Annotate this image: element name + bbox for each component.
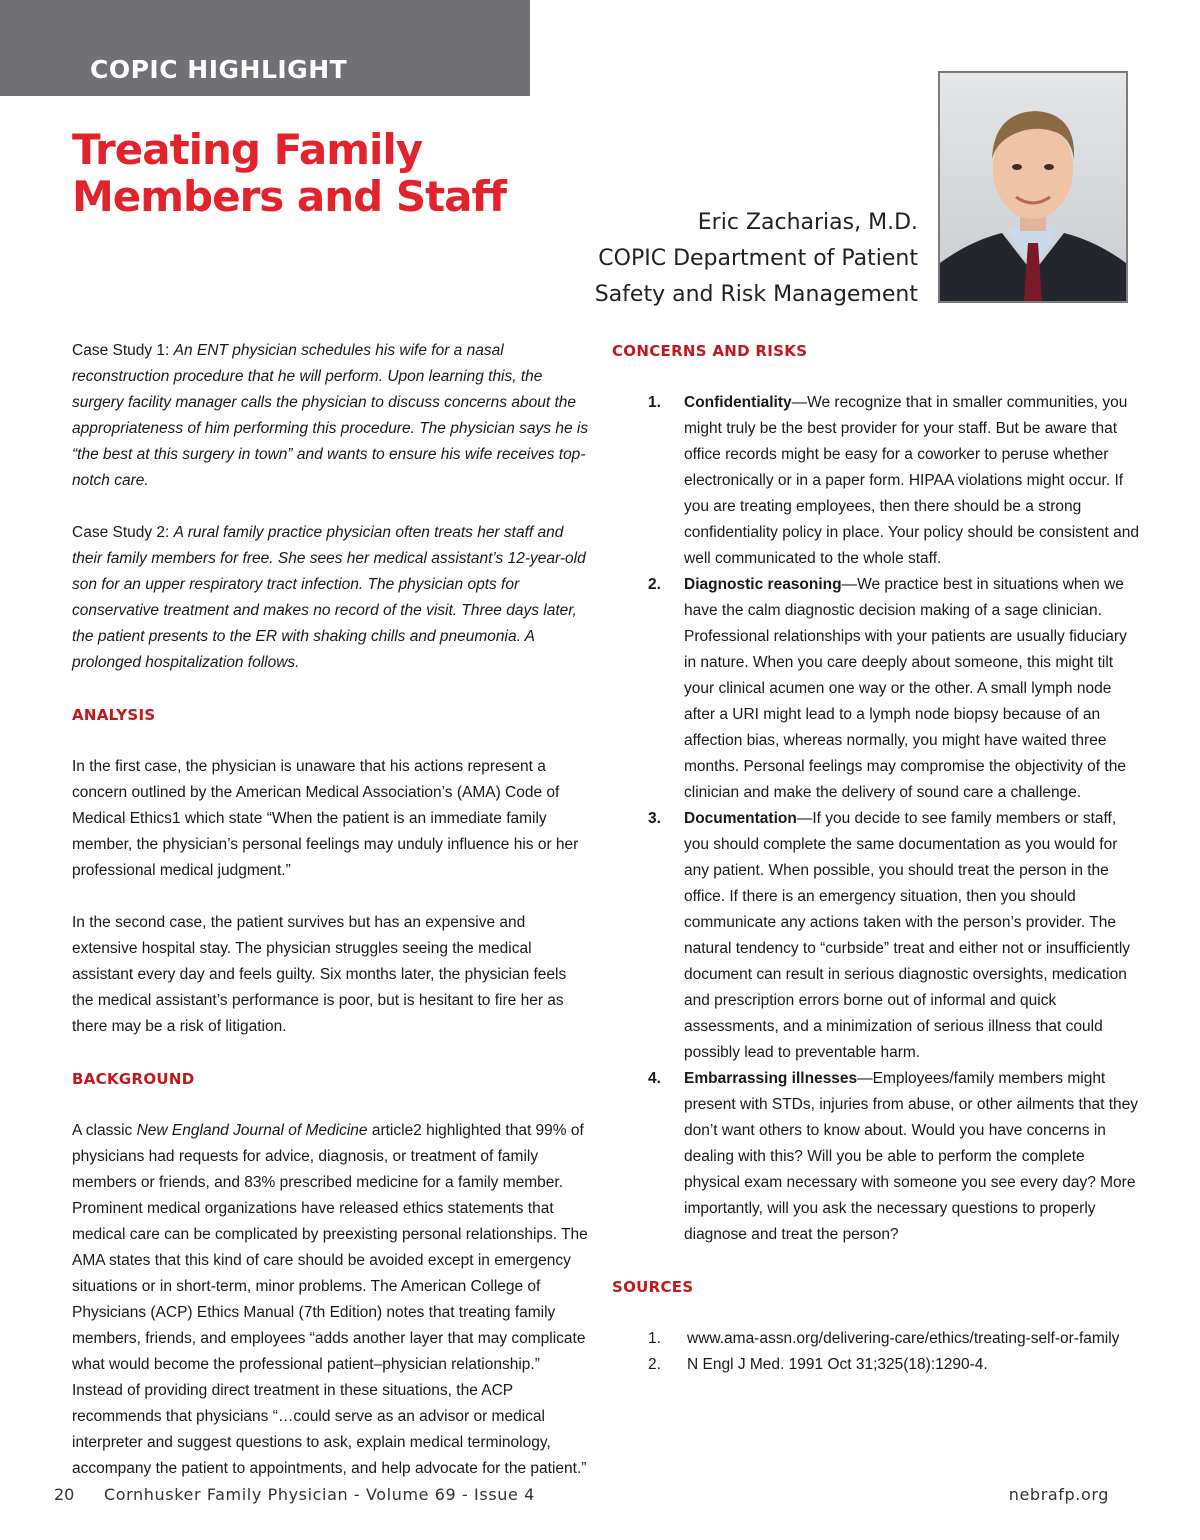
author-dept-line-2: Safety and Risk Management: [594, 282, 918, 307]
item-text: —If you decide to see family members or staff, you should complete the same documentation as you would for any patient. When possible, you should treat the person in the office. If there is an emergency situation, then you should communicate any actions taken with the person’s provider. The natural tendency to “curbside” treat and either not or insufficiently document can result in serious diagnostic oversights, medication and prescription errors borne out of informal and quick assessments, and a minimization of serious illness that could possibly lead to preventable harm.: [684, 810, 1131, 1061]
background-paragraph: [72, 1118, 592, 1482]
case-study-2-text: A rural family practice physician often treats her staff and their family members for free. She sees her medical assistant’s 12-year-old son for an upper respiratory tract infection. The physician opts for conservative treatment and makes no record of the visit. Three days later, the patient presents to the ER with shaking chills and pneumonia. A prolonged hospitalization follows.: [72, 524, 586, 671]
publication-name: Cornhusker Family Physician - Volume 69 - Issue 4: [104, 1485, 535, 1504]
article-title: [72, 126, 506, 220]
title-line-2: Members and Staff: [72, 172, 507, 221]
source-number: 2.: [648, 1356, 661, 1373]
concerns-list: [612, 390, 1142, 1248]
source-url[interactable]: www.ama-assn.org/delivering-care/ethics/treating-self-or-family: [687, 1330, 1120, 1347]
case-study-2-label: Case Study 2:: [72, 524, 174, 541]
portrait-illustration: [940, 73, 1126, 301]
analysis-heading: ANALYSIS: [72, 706, 156, 724]
right-column: [612, 338, 1142, 1378]
sources-list: [612, 1326, 1142, 1378]
background-intro: A classic: [72, 1122, 137, 1139]
list-item: [612, 1066, 1142, 1248]
section-banner: [0, 0, 530, 96]
left-column: [72, 338, 592, 1508]
item-number: 2.: [648, 576, 661, 593]
background-text: article2 highlighted that 99% of physicians had requests for advice, diagnosis, or treatment of family members or friends, and 83% prescribed medicine for a family member. Prominent medical organizations have released ethics statements that medical care can be complicated by preexisting personal relationships. The AMA states that this kind of care should be avoided except in emergency situations or in short-term, minor problems. The American College of Physicians (ACP) Ethics Manual (7th Edition) notes that treating family members, friends, and employees “adds another layer that may complicate what would become the professional patient–physician relationship.” Instead of providing direct treatment in these situations, the ACP recommends that physicians “…could serve as an advisor or medical interpreter and suggest questions to ask, explain medical terminology, accompany the patient to appointments, and help advocate for the patient.”: [72, 1122, 588, 1477]
background-heading: BACKGROUND: [72, 1070, 195, 1088]
banner-label: COPIC HIGHLIGHT: [90, 55, 348, 84]
source-citation: N Engl J Med. 1991 Oct 31;325(18):1290-4.: [687, 1356, 988, 1373]
item-term: Diagnostic reasoning: [684, 576, 842, 593]
item-term: Embarrassing illnesses: [684, 1070, 858, 1087]
title-line-1: Treating Family: [72, 125, 423, 174]
list-item: [612, 806, 1142, 1066]
author-photo: [938, 71, 1128, 303]
case-study-1-text: An ENT physician schedules his wife for a nasal reconstruction procedure that he will perform. Upon learning this, the surgery facility manager calls the physician to discuss concerns about the appropriateness of him performing this procedure. The physician says he is “the best at this surgery in town” and wants to ensure his wife receives top-notch care.: [72, 342, 589, 489]
author-block: [595, 205, 918, 313]
source-item: [612, 1352, 1142, 1378]
concerns-heading: CONCERNS AND RISKS: [612, 342, 808, 360]
analysis-paragraph-2: In the second case, the patient survives but has an expensive and extensive hospital stay. The physician struggles seeing the medical assistant every day and feels guilty. Six months later, the physician feels the medical assistant’s performance is poor, but is hesitant to fire her as there may be a risk of litigation.: [72, 914, 567, 1035]
item-text: —We practice best in situations when we have the calm diagnostic decision making of a sage clinician. Professional relationships with your patients are usually fiduciary in nature. When you care deeply about someone, this might tilt your clinical acumen one way or the other. A small lymph node after a URI might lead to a lymph node biopsy because of an affection bias, whereas normally, you might have waited three months. Personal feelings may compromise the objectivity of the clinician and make the delivery of sound care a challenge.: [684, 576, 1127, 801]
item-text: —Employees/family members might present with STDs, injuries from abuse, or other ailments that they don’t want others to know about. Would you have concerns in dealing with this? Will you be able to perform the complete physical exam necessary with someone you see every day? More importantly, will you ask the necessary questions to properly diagnose and treat the person?: [684, 1070, 1139, 1243]
case-study-2: [72, 520, 592, 676]
author-dept-line-1: COPIC Department of Patient: [598, 246, 918, 271]
page-number: 20: [54, 1485, 75, 1504]
list-item: [612, 572, 1142, 806]
website-link[interactable]: nebrafp.org: [1008, 1485, 1109, 1504]
source-item: [612, 1326, 1142, 1352]
item-number: 4.: [648, 1070, 661, 1087]
item-number: 1.: [648, 394, 661, 411]
journal-name: New England Journal of Medicine: [136, 1122, 368, 1139]
source-number: 1.: [648, 1330, 661, 1347]
list-item: [612, 390, 1142, 572]
case-study-1: [72, 338, 592, 494]
item-term: Confidentiality: [684, 394, 792, 411]
item-number: 3.: [648, 810, 661, 827]
case-study-1-label: Case Study 1:: [72, 342, 174, 359]
author-name: Eric Zacharias, M.D.: [697, 210, 918, 235]
analysis-paragraph-1: In the first case, the physician is unaware that his actions represent a concern outlined by the American Medical Association’s (AMA) Code of Medical Ethics1 which state “When the patient is an immediate family member, the physician’s personal feelings may unduly influence his or her professional medical judgment.”: [72, 758, 579, 879]
item-text: —We recognize that in smaller communities, you might truly be the best provider for your staff. But be aware that office records might be easy for a coworker to peruse whether electronically or in a paper form. HIPAA violations might occur. If you are treating employees, then there should be a strong confidentiality policy in place. Your policy should be consistent and well communicated to the whole staff.: [684, 394, 1139, 567]
item-term: Documentation: [684, 810, 797, 827]
sources-heading: SOURCES: [612, 1278, 694, 1296]
